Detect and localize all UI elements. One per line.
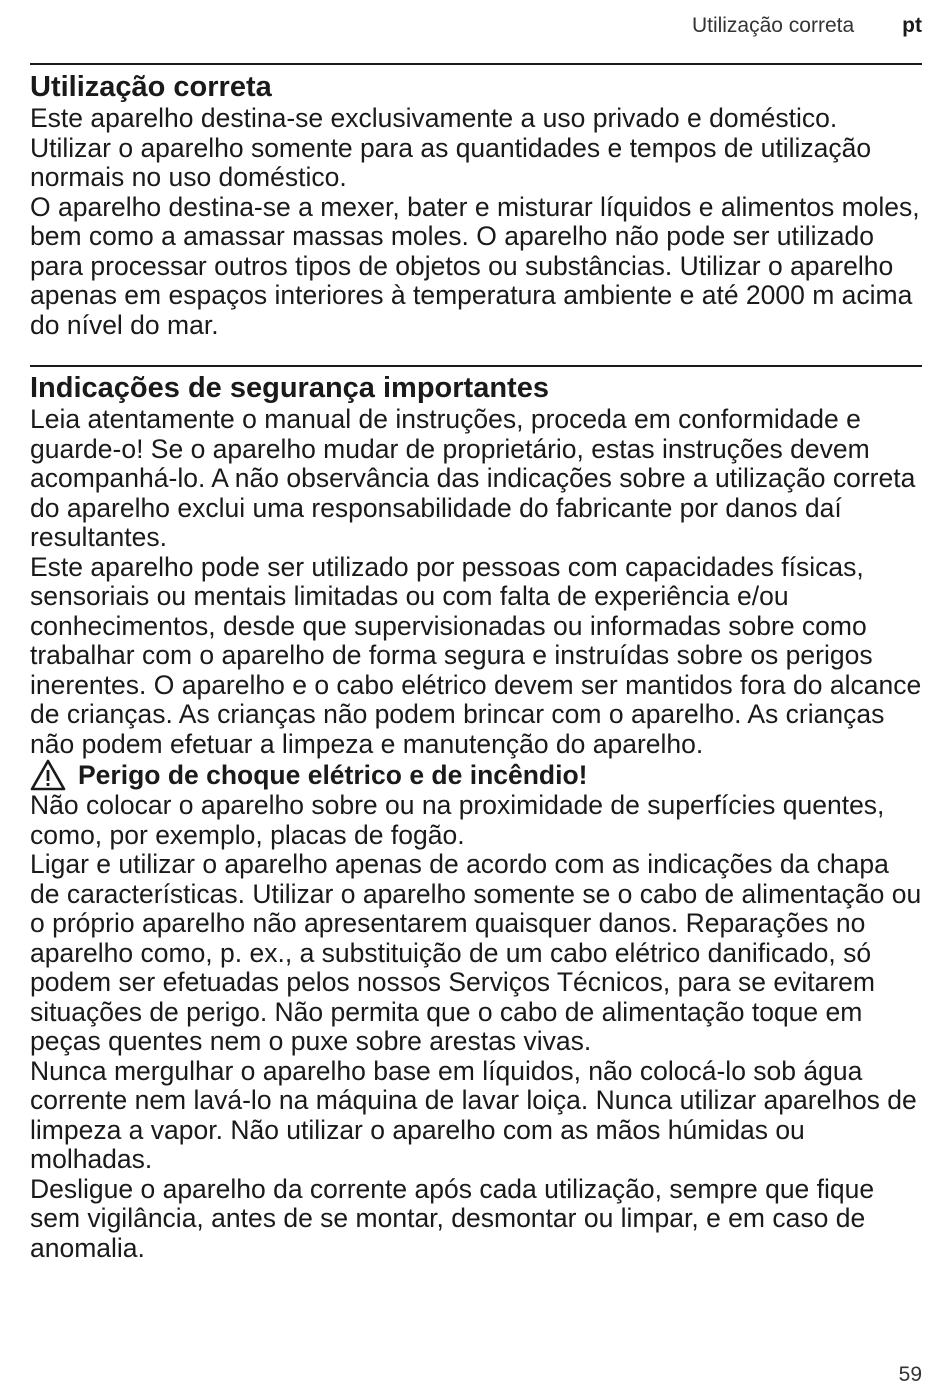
paragraph: Nunca mergulhar o aparelho base em líquidos, não colocá-lo sob água corrente nem lavá-lo na máquina de lavar loiça. Nunca utilizar aparelhos de limpeza a vapor. Não utilizar o aparelho com as mãos húmidas ou molhadas. (30, 1055, 917, 1174)
paragraph: Este aparelho destina-se exclusivamente a uso privado e doméstico. Utilizar o aparelho somente para as quantidades e tempos de utilização normais no uso doméstico. (30, 103, 872, 192)
warning-triangle-icon (30, 759, 66, 791)
warning-heading (30, 759, 922, 791)
section-intended-use (30, 70, 922, 340)
section-title: Indicações de segurança importantes (30, 372, 549, 404)
header-language-code: pt (902, 14, 922, 37)
section-title: Utilização correta (30, 71, 272, 103)
warning-title: Perigo de choque elétrico e de incêndio! (78, 759, 588, 790)
section-safety (30, 371, 922, 1263)
page-number: 59 (898, 1363, 922, 1386)
running-header (30, 12, 922, 40)
paragraph: Ligar e utilizar o aparelho apenas de acordo com as indicações da chapa de características. Utilizar o aparelho somente se o cabo de alimentação ou o próprio aparelho não apresentarem quaisquer danos. Reparações no aparelho como, p. ex., a substituição de um cabo elétrico danificado, só podem ser efetuadas pelos nossos Serviços Técnicos, para se evitarem situações de perigo. Não permita que o cabo de alimentação toque em peças quentes nem o puxe sobre arestas vivas. (30, 849, 922, 1056)
paragraph: Leia atentamente o manual de instruções, proceda em conformidade e guarde-o! Se o aparelho mudar de proprietário, estas instruções devem acompanhá-lo. A não observância das indicações sobre a utilização correta do aparelho exclui uma responsabilidade do fabricante por danos daí resultantes. (30, 404, 916, 552)
section-divider (30, 365, 922, 367)
paragraph: O aparelho destina-se a mexer, bater e misturar líquidos e alimentos moles, bem como a amassar massas moles. O aparelho não pode ser utilizado para processar outros tipos de objetos ou substâncias. Utilizar o aparelho apenas em espaços interiores à temperatura ambiente e até 2000 m acima do nível do mar. (30, 191, 920, 340)
header-section-title: Utilização correta (691, 14, 855, 37)
paragraph: Desligue o aparelho da corrente após cada utilização, sempre que fique sem vigilância, antes de se montar, desmontar ou limpar, e em caso de anomalia. (30, 1173, 875, 1263)
paragraph: Não colocar o aparelho sobre ou na proximidade de superfícies quentes, como, por exemplo, placas de fogão. (30, 790, 885, 850)
paragraph: Este aparelho pode ser utilizado por pessoas com capacidades físicas, sensoriais ou mentais limitadas ou com falta de experiência e/ou conhecimentos, desde que supervisionadas ou informadas sobre como trabalhar com o aparelho de forma segura e instruídas sobre os perigos inerentes. O aparelho e o cabo elétrico devem ser mantidos fora do alcance de crianças. As crianças não podem brincar com o aparelho. As crianças não podem efetuar a limpeza e manutenção do aparelho. (30, 551, 922, 759)
top-divider (30, 63, 922, 65)
